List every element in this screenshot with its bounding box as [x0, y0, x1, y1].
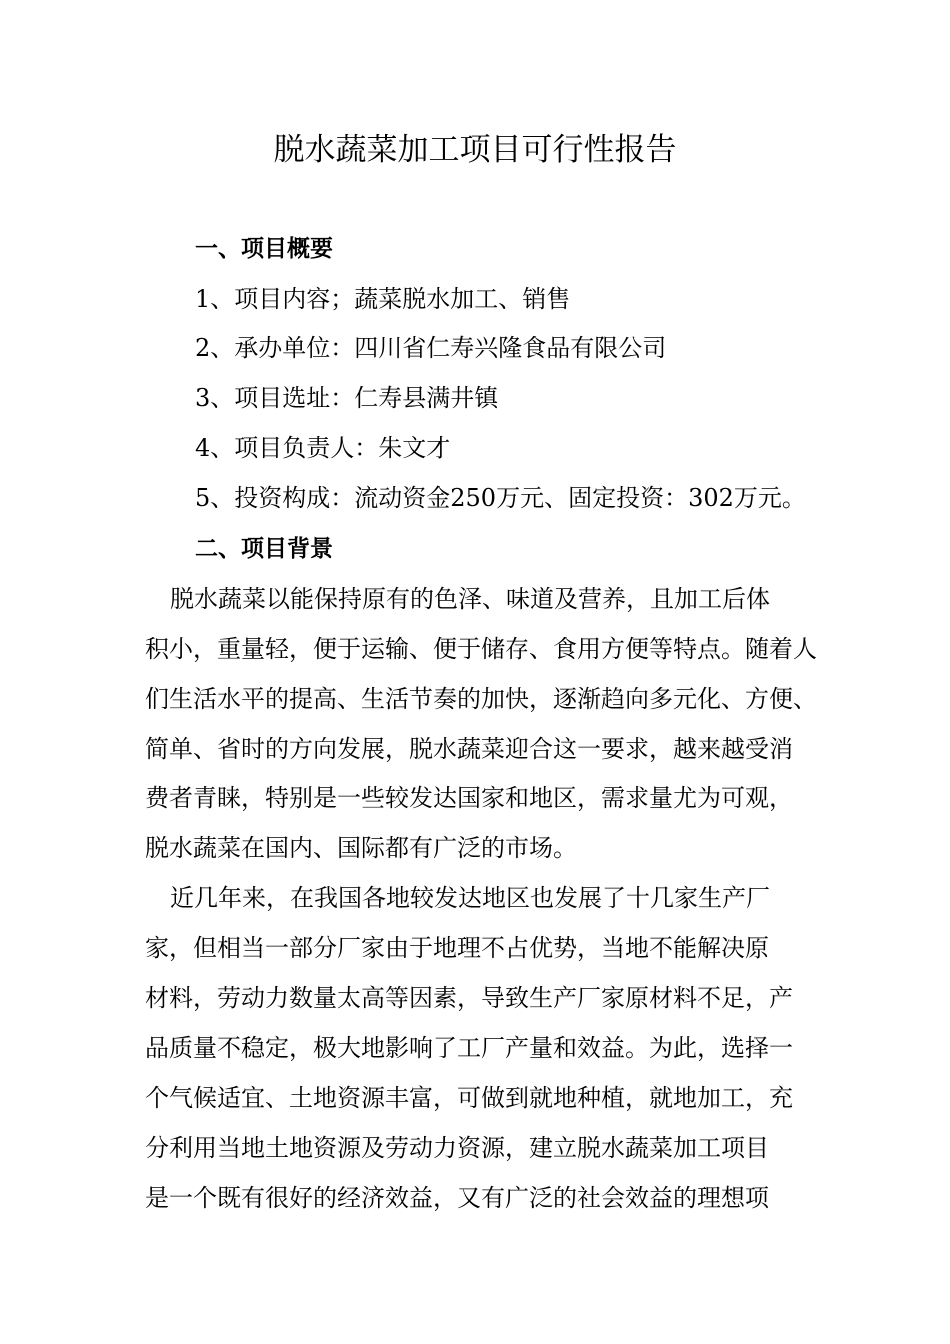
overview-item-investment: 5、投资构成：流动资金250万元、固定投资：302万元。	[195, 484, 806, 512]
paragraph-line: 脱水蔬菜在国内、国际都有广泛的市场。	[145, 834, 577, 862]
paragraph-line: 近几年来，在我国各地较发达地区也发展了十几家生产厂	[170, 884, 770, 912]
paragraph-line: 家，但相当一部分厂家由于地理不占优势，当地不能解决原	[145, 934, 769, 962]
section-heading-background: 二、项目背景	[195, 536, 333, 562]
paragraph-line: 个气候适宜、土地资源丰富，可做到就地种植，就地加工，充	[145, 1084, 793, 1112]
paragraph-line: 材料，劳动力数量太高等因素，导致生产厂家原材料不足，产	[145, 984, 793, 1012]
document-title: 脱水蔬菜加工项目可行性报告	[273, 132, 677, 168]
overview-item-location: 3、项目选址：仁寿县满井镇	[195, 384, 499, 412]
paragraph-line: 脱水蔬菜以能保持原有的色泽、味道及营养，且加工后体	[170, 585, 770, 613]
overview-item-manager: 4、项目负责人：朱文才	[195, 434, 451, 462]
paragraph-line: 积小，重量轻，便于运输、便于储存、食用方便等特点。随着人	[145, 635, 817, 663]
overview-item-organizer: 2、承办单位：四川省仁寿兴隆食品有限公司	[195, 334, 667, 362]
paragraph-line: 品质量不稳定，极大地影响了工厂产量和效益。为此，选择一	[145, 1034, 793, 1062]
section-heading-overview: 一、项目概要	[195, 236, 333, 262]
paragraph-line: 费者青睐，特别是一些较发达国家和地区，需求量尤为可观，	[145, 784, 793, 812]
paragraph-line: 分利用当地土地资源及劳动力资源，建立脱水蔬菜加工项目	[145, 1134, 769, 1162]
overview-item-content: 1、项目内容；蔬菜脱水加工、销售	[195, 285, 571, 313]
paragraph-line: 们生活水平的提高、生活节奏的加快，逐渐趋向多元化、方便、	[145, 685, 817, 713]
paragraph-line: 简单、省时的方向发展，脱水蔬菜迎合这一要求，越来越受消	[145, 735, 793, 763]
paragraph-line: 是一个既有很好的经济效益，又有广泛的社会效益的理想项	[145, 1184, 769, 1212]
